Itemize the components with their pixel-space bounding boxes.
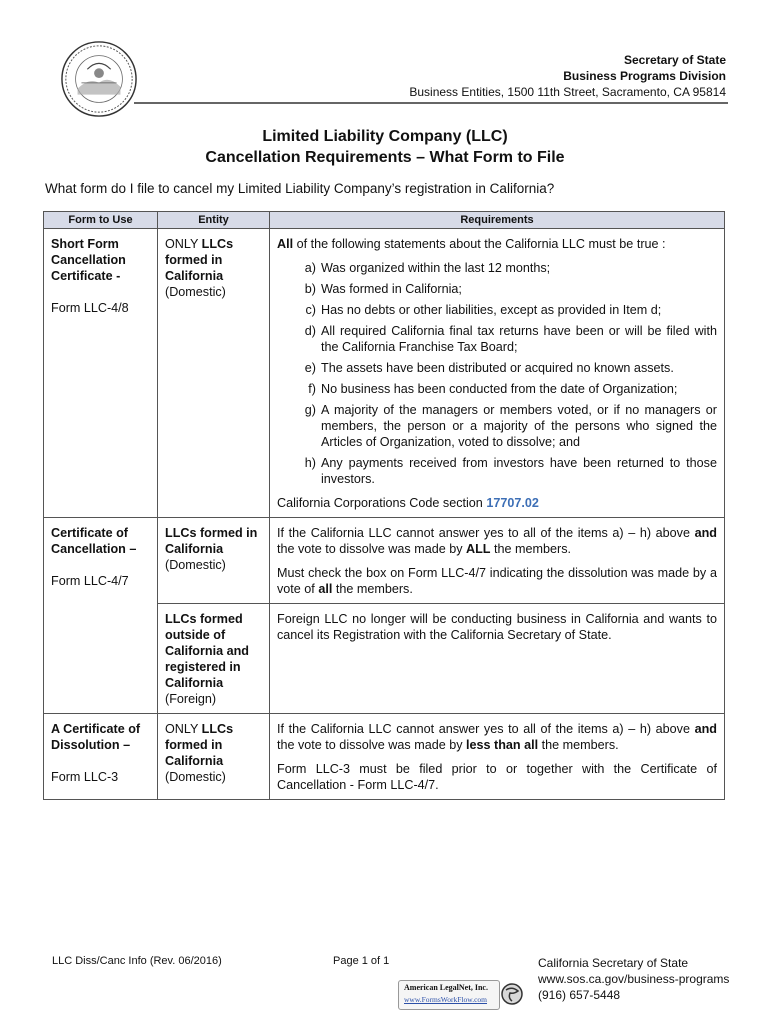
form-cell xyxy=(44,714,158,800)
globe-icon xyxy=(500,982,524,1006)
entity-name: LLCs formed outside of California and registered in California xyxy=(165,612,249,690)
entity-name: LLCs formed in California xyxy=(165,526,258,556)
requirement-text: Foreign LLC no longer will be conducting business in California and wants to cancel its Registration with the California Secretary of State. xyxy=(277,612,717,642)
form-cell xyxy=(44,518,158,714)
requirements-table xyxy=(43,211,725,800)
list-item: g) A majority of the managers or members voted, or if no managers or members, the person or a majority of the persons who signed the Articles of Organization, voted to dissolve; and xyxy=(304,403,717,449)
entity-type: (Domestic) xyxy=(165,558,226,572)
form-number: Form LLC-4/7 xyxy=(51,574,129,588)
table-row xyxy=(44,714,725,800)
american-legalnet-logo xyxy=(398,980,524,1010)
division-name: Business Programs Division xyxy=(563,69,726,83)
state-seal-icon xyxy=(60,40,138,118)
table-row xyxy=(44,229,725,518)
form-name: A Certificate of Dissolution – xyxy=(51,722,141,752)
column-header: Form to Use xyxy=(44,212,158,229)
list-item: h) Any payments received from investors have been returned to those investors. xyxy=(304,456,717,486)
entity-cell xyxy=(158,229,270,518)
intro-text: of the following statements about the California LLC must be true : xyxy=(293,237,666,251)
requirement-text: Form LLC-3 must be filed prior to or together with the Certificate of Cancellation - Form LLC-4/7. xyxy=(277,762,717,792)
list-item: c) Has no debts or other liabilities, except as provided in Item d; xyxy=(305,303,662,317)
requirements-cell xyxy=(270,604,725,714)
requirement-text: If the California LLC cannot answer yes to all of the items a) – h) above and the vote to dissolve was made by less than all the members. xyxy=(277,722,717,752)
entity-type: (Foreign) xyxy=(165,692,217,706)
entity-cell xyxy=(158,604,270,714)
requirement-text: Must check the box on Form LLC-4/7 indicating the dissolution was made by a vote of all the members. xyxy=(277,566,717,596)
footer-page-number: Page 1 of 1 xyxy=(333,955,390,967)
entity-name: LLCs formed in California xyxy=(165,722,234,768)
entity-type: (Domestic) xyxy=(165,285,226,299)
list-item: d) All required California final tax returns have been or will be filed with the California Franchise Tax Board; xyxy=(304,324,717,354)
page-subtitle: Cancellation Requirements – What Form to File xyxy=(205,149,565,166)
intro-bold: All xyxy=(277,237,294,251)
agency-address: Business Entities, 1500 11th Street, Sacramento, CA 95814 xyxy=(409,85,726,99)
requirements-cell xyxy=(270,714,725,800)
header-divider xyxy=(134,102,728,104)
form-name: Certificate of Cancellation – xyxy=(51,526,137,556)
agency-header xyxy=(409,52,726,100)
footer-contact xyxy=(538,955,729,1003)
list-item: e) The assets have been distributed or acquired no known assets. xyxy=(304,361,674,375)
form-name: Short Form Cancellation Certificate - xyxy=(51,237,126,283)
column-header: Requirements xyxy=(270,212,725,229)
code-section-link[interactable]: 17707.02 xyxy=(486,496,539,510)
entity-name: LLCs formed in California xyxy=(165,237,234,283)
entity-type: (Domestic) xyxy=(165,770,226,784)
form-cell xyxy=(44,229,158,518)
column-header: Entity xyxy=(158,212,270,229)
requirements-list xyxy=(277,260,717,487)
form-number: Form LLC-3 xyxy=(51,770,119,784)
requirement-text: If the California LLC cannot answer yes to all of the items a) – h) above and the vote to dissolve was made by ALL the members. xyxy=(277,526,717,556)
logo-website[interactable]: www.FormsWorkFlow.com xyxy=(404,995,488,1004)
page-title: Limited Liability Company (LLC) xyxy=(262,128,508,145)
form-number: Form LLC-4/8 xyxy=(51,301,129,315)
requirements-cell xyxy=(270,518,725,604)
entity-cell xyxy=(158,714,270,800)
list-item: f) No business has been conducted from the date of Organization; xyxy=(308,382,678,396)
footer-agency: California Secretary of State xyxy=(538,956,689,970)
list-item: b) Was formed in California; xyxy=(304,282,462,296)
footer-revision: LLC Diss/Canc Info (Rev. 06/2016) xyxy=(52,955,222,967)
code-reference: California Corporations Code section 17707.02 xyxy=(277,496,539,510)
list-item: a) Was organized within the last 12 months; xyxy=(304,261,551,275)
table-header-row xyxy=(44,212,725,229)
entity-cell xyxy=(158,518,270,604)
footer-phone: (916) 657-5448 xyxy=(538,988,621,1002)
entity-qualifier: ONLY xyxy=(165,237,202,251)
table-row xyxy=(44,518,725,604)
logo-company-name: American LegalNet, Inc. xyxy=(404,983,488,992)
requirements-cell xyxy=(270,229,725,518)
footer-website[interactable]: www.sos.ca.gov/business-programs xyxy=(538,972,730,986)
agency-name: Secretary of State xyxy=(623,53,726,67)
entity-qualifier: ONLY xyxy=(165,722,202,736)
question-text: What form do I file to cancel my Limited Liability Company’s registration in California? xyxy=(45,181,555,196)
